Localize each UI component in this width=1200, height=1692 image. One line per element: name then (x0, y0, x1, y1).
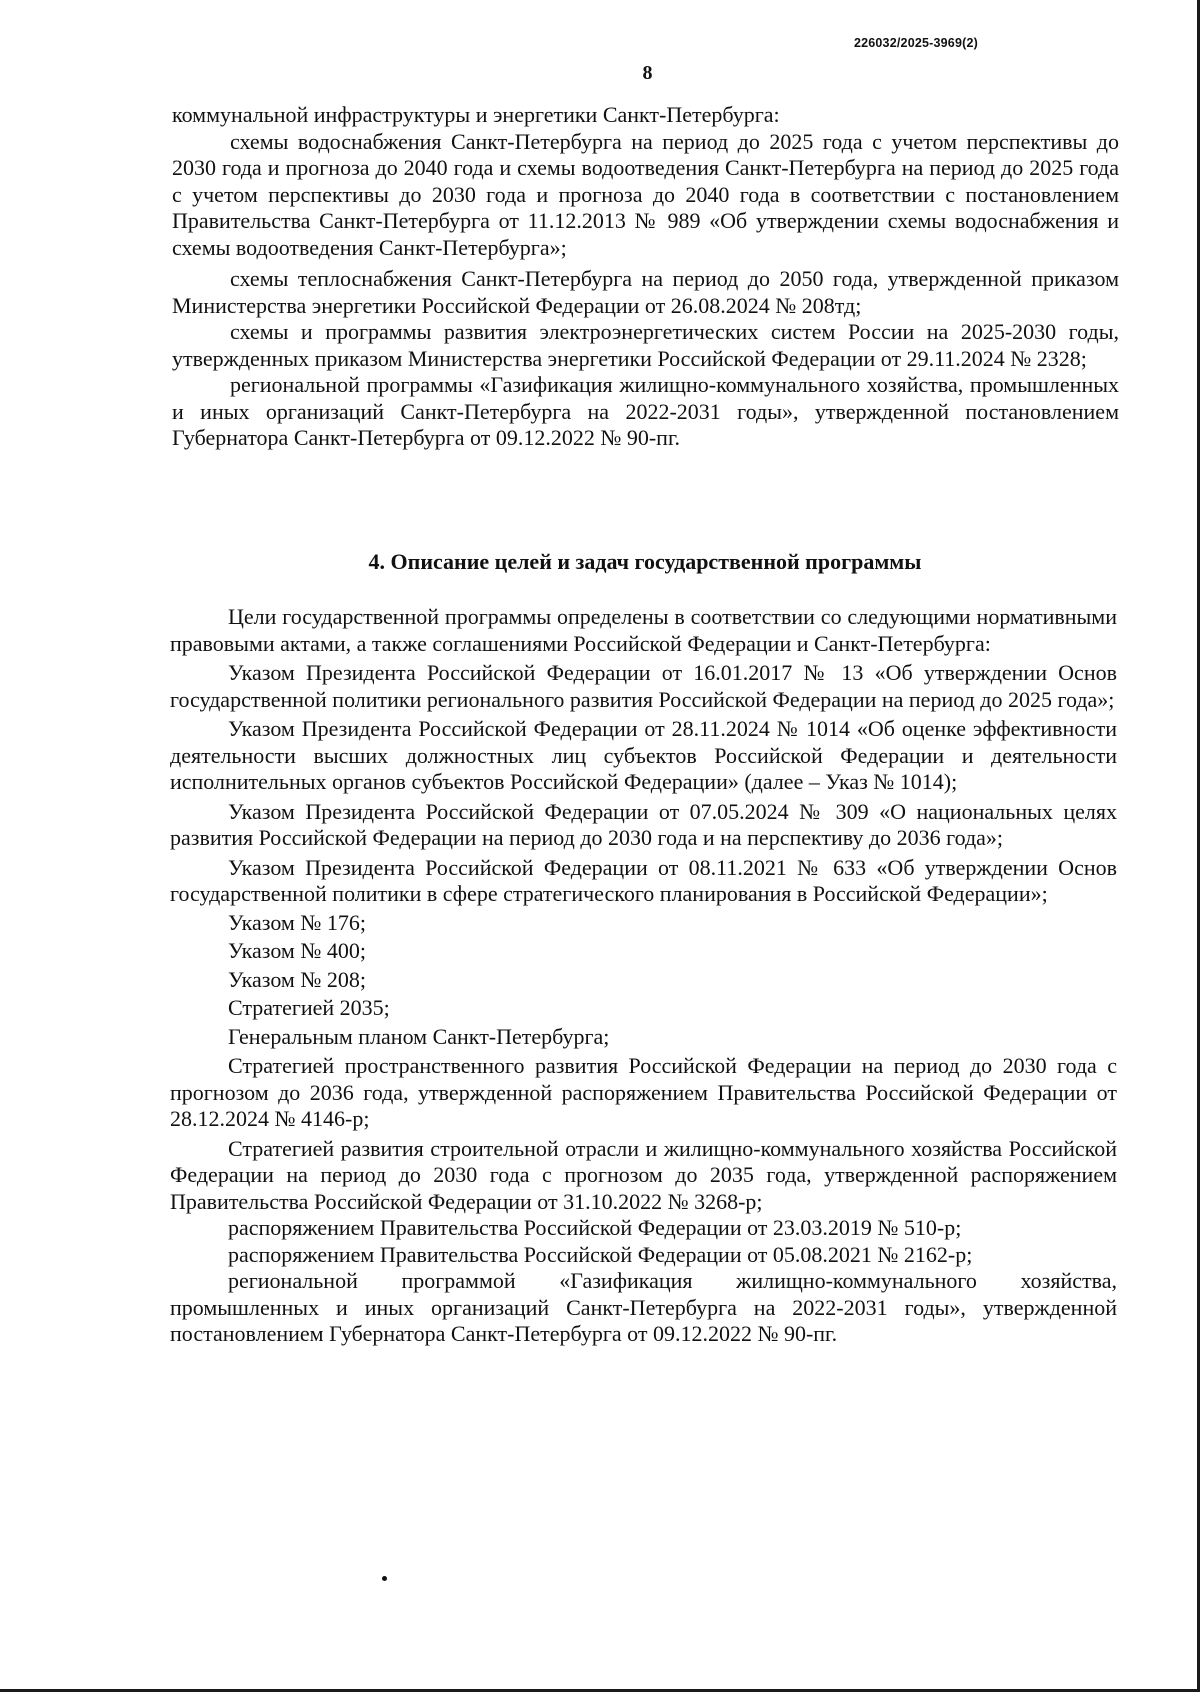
list-item: Указом № 208; (228, 966, 366, 992)
paragraph: региональной программы «Газификация жилищно-коммунального хозяйства, промышленных и иных организаций Санкт-Петербурга на 2022-2031 годы», утвержденной постановлением Губернатора Санкт-Петербурга от 09.12.2022 № 90-пг. (172, 372, 1119, 450)
section-body (170, 604, 1117, 1348)
list-item: Стратегией 2035; (228, 995, 390, 1020)
page-number: 8 (642, 62, 653, 84)
paragraph: схемы теплоснабжения Санкт-Петербурга на период до 2050 года, утвержденной приказом Министерства энергетики Российской Федерации от 26.08.2024 № 208тд; (172, 266, 1119, 318)
paragraph: Указом Президента Российской Федерации от 07.05.2024 № 309 «О национальных целях развития Российской Федерации на период до 2030 года и на перспективу до 2036 года»; (170, 798, 1117, 850)
paragraph: схемы и программы развития электроэнергетических систем России на 2025-2030 годы, утвержденных приказом Министерства энергетики Российской Федерации от 29.11.2024 № 2328; (172, 319, 1119, 371)
list-item: Указом № 400; (228, 938, 366, 963)
paragraph: Указом Президента Российской Федерации от 28.11.2024 № 1014 «Об оценке эффективности деятельности высших должностных лиц субъектов Российской Федерации и деятельности исполнительных органов субъектов Российской Федерации» (далее – Указ № 1014); (170, 716, 1117, 794)
document-registration-number: 226032/2025-3969(2) (853, 36, 978, 50)
scan-speck (382, 1576, 387, 1581)
section-heading: 4. Описание целей и задач государственной программы (368, 549, 922, 574)
paragraph: Цели государственной программы определены в соответствии со следующими нормативными правовыми актами, а также соглашениями Российской Федерации и Санкт-Петербурга: (170, 604, 1117, 656)
paragraph: коммунальной инфраструктуры и энергетики Санкт-Петербурга: (172, 102, 780, 127)
paragraph: распоряжением Правительства Российской Федерации от 05.08.2021 № 2162-р; (228, 1241, 973, 1267)
paragraph: Стратегией пространственного развития Российской Федерации на период до 2030 года с прогнозом до 2036 года, утвержденной распоряжением Правительства Российской Федерации от 28.12.2024 № 4146-р; (170, 1053, 1117, 1131)
paragraph: распоряжением Правительства Российской Федерации от 23.03.2019 № 510-р; (228, 1215, 962, 1240)
list-item: Указом № 176; (228, 909, 366, 935)
top-section (172, 102, 1119, 452)
list-item: Генеральным планом Санкт-Петербурга; (228, 1023, 610, 1049)
paragraph: схемы водоснабжения Санкт-Петербурга на период до 2025 года с учетом перспективы до 2030 года и прогноза до 2040 года и схемы водоотведения Санкт-Петербурга на период до 2025 года с учетом перспективы до 2030 года и прогноза до 2040 года в соответствии с постановлением Правительства Санкт-Петербурга от 11.12.2013 № 989 «Об утверждении схемы водоснабжения и схемы водоотведения Санкт-Петербурга»; (172, 128, 1119, 260)
paragraph: Указом Президента Российской Федерации от 08.11.2021 № 633 «Об утверждении Основ государственной политики в сфере стратегического планирования в Российской Федерации»; (170, 854, 1117, 906)
paragraph: Стратегией развития строительной отрасли и жилищно-коммунального хозяйства Российской Федерации на период до 2030 года с прогнозом до 2035 года, утвержденной распоряжением Правительства Российской Федерации от 31.10.2022 № 3268-р; (170, 1135, 1117, 1214)
paragraph: Указом Президента Российской Федерации от 16.01.2017 № 13 «Об утверждении Основ государственной политики регионального развития Российской Федерации на период до 2025 года»; (170, 660, 1117, 712)
paragraph: региональной программой «Газификация жилищно-коммунального хозяйства, промышленных и иных организаций Санкт-Петербурга на 2022-2031 годы», утвержденной постановлением Губернатора Санкт-Петербурга от 09.12.2022 № 90-пг. (170, 1268, 1117, 1346)
